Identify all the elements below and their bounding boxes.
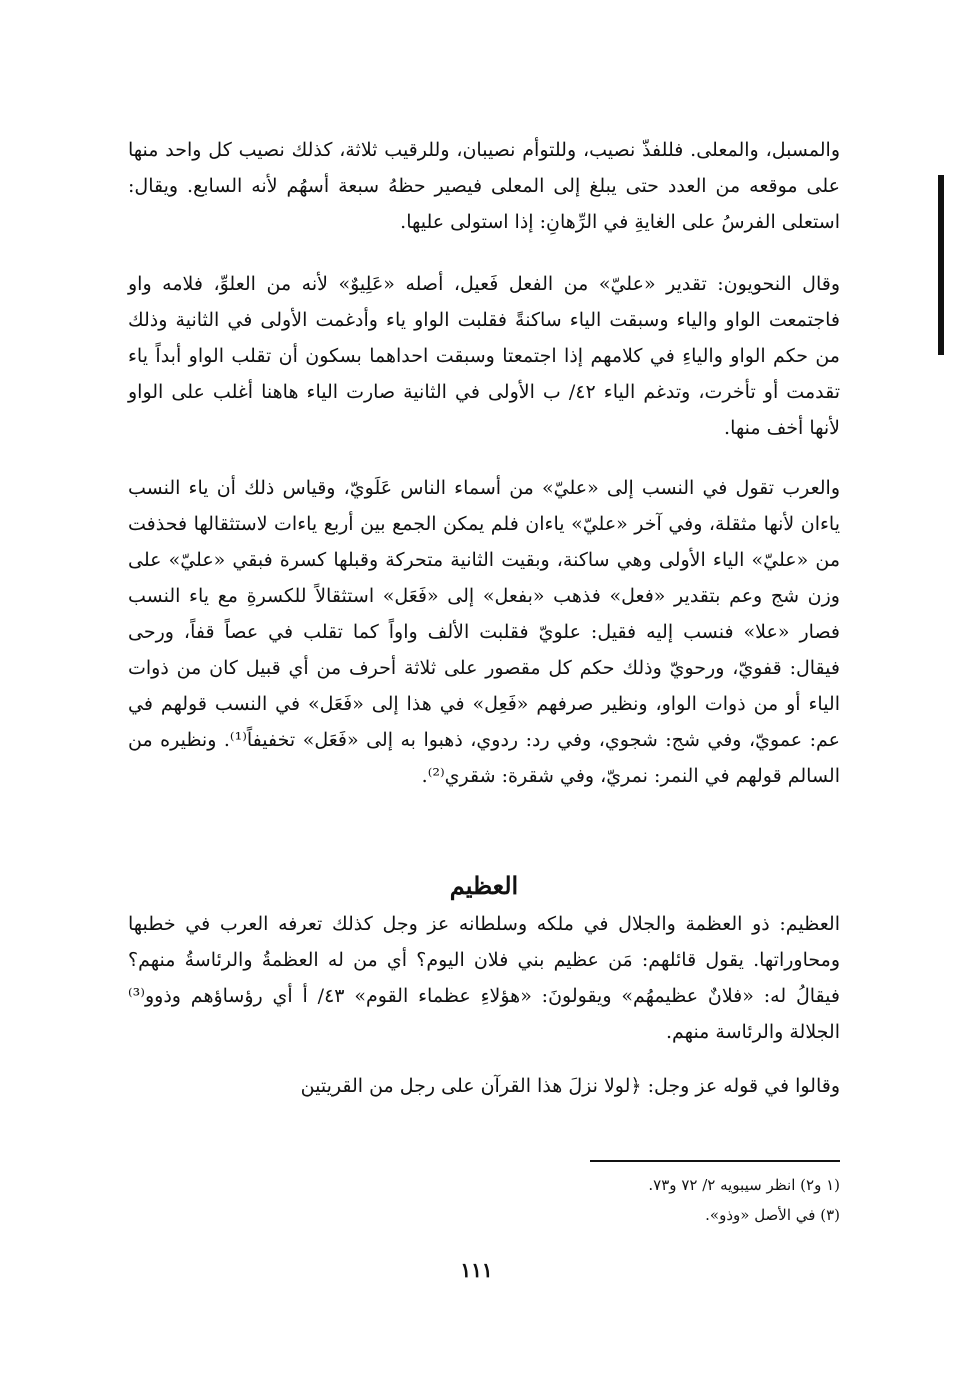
section-heading: العظيم	[449, 871, 519, 900]
body-paragraph-1: والمسبل، والمعلى. فللفذّ نصيب، وللتوأم نصيبان، وللرقيب ثلاثة، كذلك نصيب كل واحد منها على موقعه من العدد حتى يبلغ إلى المعلى فيصير حظهُ سبعة أسهُم لأنه السابع. ويقال: استعلى الفرسُ على الغايةِ في الرِّهانِ: إذا استولى عليها.	[128, 139, 840, 233]
page-edge-mark	[938, 175, 944, 355]
footnotes	[440, 1170, 840, 1230]
footnote-2: (٣) في الأصل «وذو».	[705, 1206, 840, 1224]
footnote-1: (١ و٢) انظر سيبويه ٢/ ٧٢ و٧٣.	[648, 1176, 840, 1194]
footnote-separator	[590, 1160, 840, 1162]
page-number: ١١١	[460, 1258, 493, 1282]
body-paragraph-3: والعرب تقول في النسب إلى «عليّ» من أسماء الناس عَلَويّ، وقياس ذلك أن ياء النسب ياءان لأنها مثقلة، وفي آخر «عليّ» ياءان فلم يمكن الجمع بين أربع ياءات لاستثقالها فحذفت من «عليّ» الياء الأولى وهي ساكنة، وبقيت الثانية متحركة وقبلها كسرة فبقي «عليّ» على وزن شج وعم بتقدير «فعل» فذهب «بفعل» إلى «فَعَل» استثقالاً للكسرةِ مع ياء النسب فصار «علا» فنسب إليه فقيل: علويّ فقلبت الألف واواً كما تقلب في عصاً قفاً، ورحى فيقال: قفويّ، ورحويّ وذلك حكم كل مقصور على ثلاثة أحرف من أي قبيل كان من ذوات الياء أو من ذوات الواو، ونظير صرفهم «فَعِل» في هذا إلى «فَعَل» في النسب قولهم في عم: عمويّ، وفي شج: شجوي، وفي رد: ردوي، ذهبوا به إلى «فَعَل» تخفيفاً⁽¹⁾. ونظيره من السالم قولهم في النمر: نمريّ، وفي شقرة: شقري⁽²⁾.	[128, 477, 840, 787]
body-paragraph-4: العظيم: ذو العظمة والجلال في ملكه وسلطانه عز وجل كذلك تعرفه العرب في خطبها ومحاوراتها. يقول قائلهم: مَن عظيم بني فلان اليوم؟ أي من له العظمةُ والرئاسةُ منهم؟ فيقالُ له: «فلانٌ عظيمهُم» ويقولونَ: «هؤلاءِ عظماء القوم» ٤٣/ أ أي رؤساؤهم وذوو⁽³⁾ الجلالة والرئاسة منهم.	[128, 913, 840, 1043]
body-paragraph-2: وقال النحويون: تقدير «عليّ» من الفعل فَعيل، أصله «عَلِيوٌ» لأنه من العلوِّ، فلامه واو فاجتمعت الواو والياء وسبقت الياء ساكنةً فقلبت الواو ياء وأدغمت الأولى في الثانية وذلك من حكم الواو والياءِ في كلامهم إذا اجتمعتا وسبقت احداهما بسكون أن تقلب الواو أبداً ياء تقدمت أو تأخرت، وتدغم الياء ٤٢/ ب الأولى في الثانية صارت الياء هاهنا أغلب على الواو لأنها أخف منها.	[128, 273, 840, 439]
body-paragraph-5: وقالوا في قوله عز وجل: ﴿لولا نزلَ هذا القرآن على رجل من القريتين	[300, 1075, 840, 1097]
